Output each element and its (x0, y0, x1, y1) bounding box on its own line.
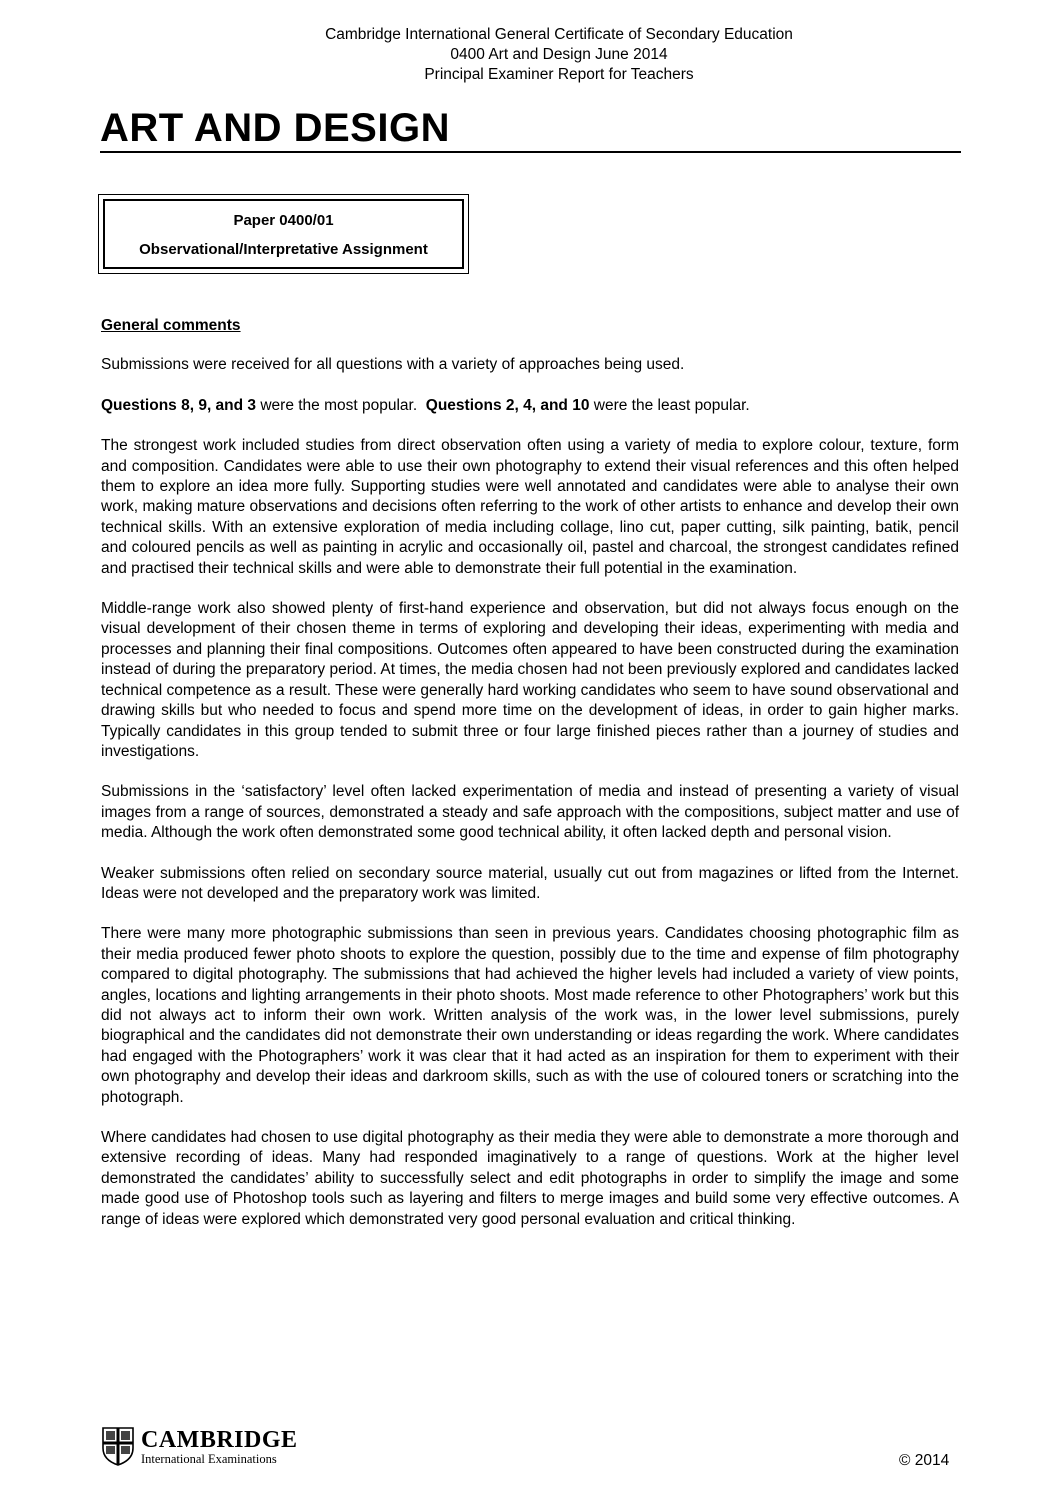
least-popular-text: were the least popular. (589, 396, 750, 414)
report-body (101, 316, 959, 1250)
paper-number: Paper 0400/01 (233, 212, 334, 229)
paragraph-weaker: Weaker submissions often relied on secondary source material, usually cut out from magazines or lifted from the Internet. Ideas were not developed and the preparatory work was limited. (101, 864, 959, 902)
paragraph-photographic: There were many more photographic submissions than seen in previous years. Candidates choosing photographic film as their media produced fewer photo shoots to explore the question, possibly due to the time and expense of film photography compared to digital photography. The submissions that had achieved the higher levels had included a variety of view points, angles, locations and lighting arrangements in their photo shoots. Most made reference to other Photographers’ work but this did not always act to inform their own work. Written analysis of the work was, in the lower level submissions, purely biographical and the candidates did not demonstrate their own understanding or ideas regarding the work. Where candidates had engaged with the Photographers’ work it was clear that it had acted as an inspiration for them to experiment with their own photography and develop their ideas and darkroom skills, such as with the use of coloured toners or scratching into the photograph. (101, 925, 959, 1106)
paragraph-satisfactory: Submissions in the ‘satisfactory’ level often lacked experimentation of media and instead of presenting a variety of visual images from a range of sources, demonstrated a steady and safe approach with the compositions, subject matter and use of media. Although the work often demonstrated some good technical ability, it often lacked depth and personal vision. (101, 783, 959, 842)
paragraph-strongest-work: The strongest work included studies from direct observation often using a variety of media to explore colour, texture, form and composition. Candidates were able to use their own photography to extend their visual references and this often helped them to explore an idea more fully. Supporting studies were well annotated and candidates were able to analyse their own work, making mature observations and decisions often referring to the work of other artists to enhance and develop their own technical skills. With an extensive exploration of media including collage, lino cut, paper cutting, silk painting, batik, pencil and coloured pencils as well as painting in acrylic and occasionally oil, pastel and charcoal, the strongest candidates refined and practised their technical skills and were able to demonstrate their full potential in the examination. (101, 437, 959, 577)
paragraph-middle-range: Middle-range work also showed plenty of first-hand experience and observation, but did not always focus enough on the visual development of their chosen theme in terms of exploring and developing their ideas, experimenting with media and processes and planning their final compositions. Outcomes often appeared to have been constructed during the examination instead of during the preparatory period. At times, the media chosen had not been previously explored and candidates lacked technical competence as a result. These were generally hard working candidates who seem to have sound observational and drawing skills but who needed to focus and spend more time on the development of ideas, in order to gain higher marks. Typically candidates in this group tended to submit three or four large finished pieces rather than a journey of studies and investigations. (101, 600, 959, 760)
popular-questions: Questions 8, 9, and 3 (101, 396, 257, 414)
paragraph-digital: Where candidates had chosen to use digital photography as their media they were able to demonstrate a more thorough and extensive recording of ideas. Many had responded imaginatively to a range of questions. Work at the higher level demonstrated the candidates’ ability to successfully select and edit photographs in order to simplify the image and some made good use of Photoshop tools such as layering and filters to merge images and build some very effective outcomes. A range of ideas were explored which demonstrated very good personal evaluation and critical thinking. (101, 1129, 959, 1228)
paragraph-popularity (101, 396, 959, 416)
paragraph-submissions: Submissions were received for all questions with a variety of approaches being used. (101, 356, 685, 374)
page-header (0, 25, 1058, 85)
document-title: ART AND DESIGN (100, 106, 450, 150)
popular-text: were the most popular. (256, 396, 426, 414)
header-line-report: Principal Examiner Report for Teachers (424, 66, 694, 83)
paper-info-box-inner (103, 199, 464, 269)
assignment-title: Observational/Interpretative Assignment (139, 241, 428, 258)
header-line-qualification: Cambridge International General Certificate of Secondary Education (325, 26, 793, 43)
section-heading: General comments (101, 317, 241, 334)
cambridge-logo (101, 1426, 321, 1466)
least-popular-questions: Questions 2, 4, and 10 (425, 396, 590, 414)
logo-wordmark: CAMBRIDGE (141, 1427, 298, 1453)
crest-icon (101, 1426, 135, 1466)
copyright-notice: © 2014 (899, 1452, 950, 1469)
header-line-syllabus: 0400 Art and Design June 2014 (450, 46, 668, 63)
logo-subtitle: International Examinations (141, 1452, 277, 1466)
title-divider (100, 151, 961, 153)
paper-info-box (98, 194, 469, 274)
